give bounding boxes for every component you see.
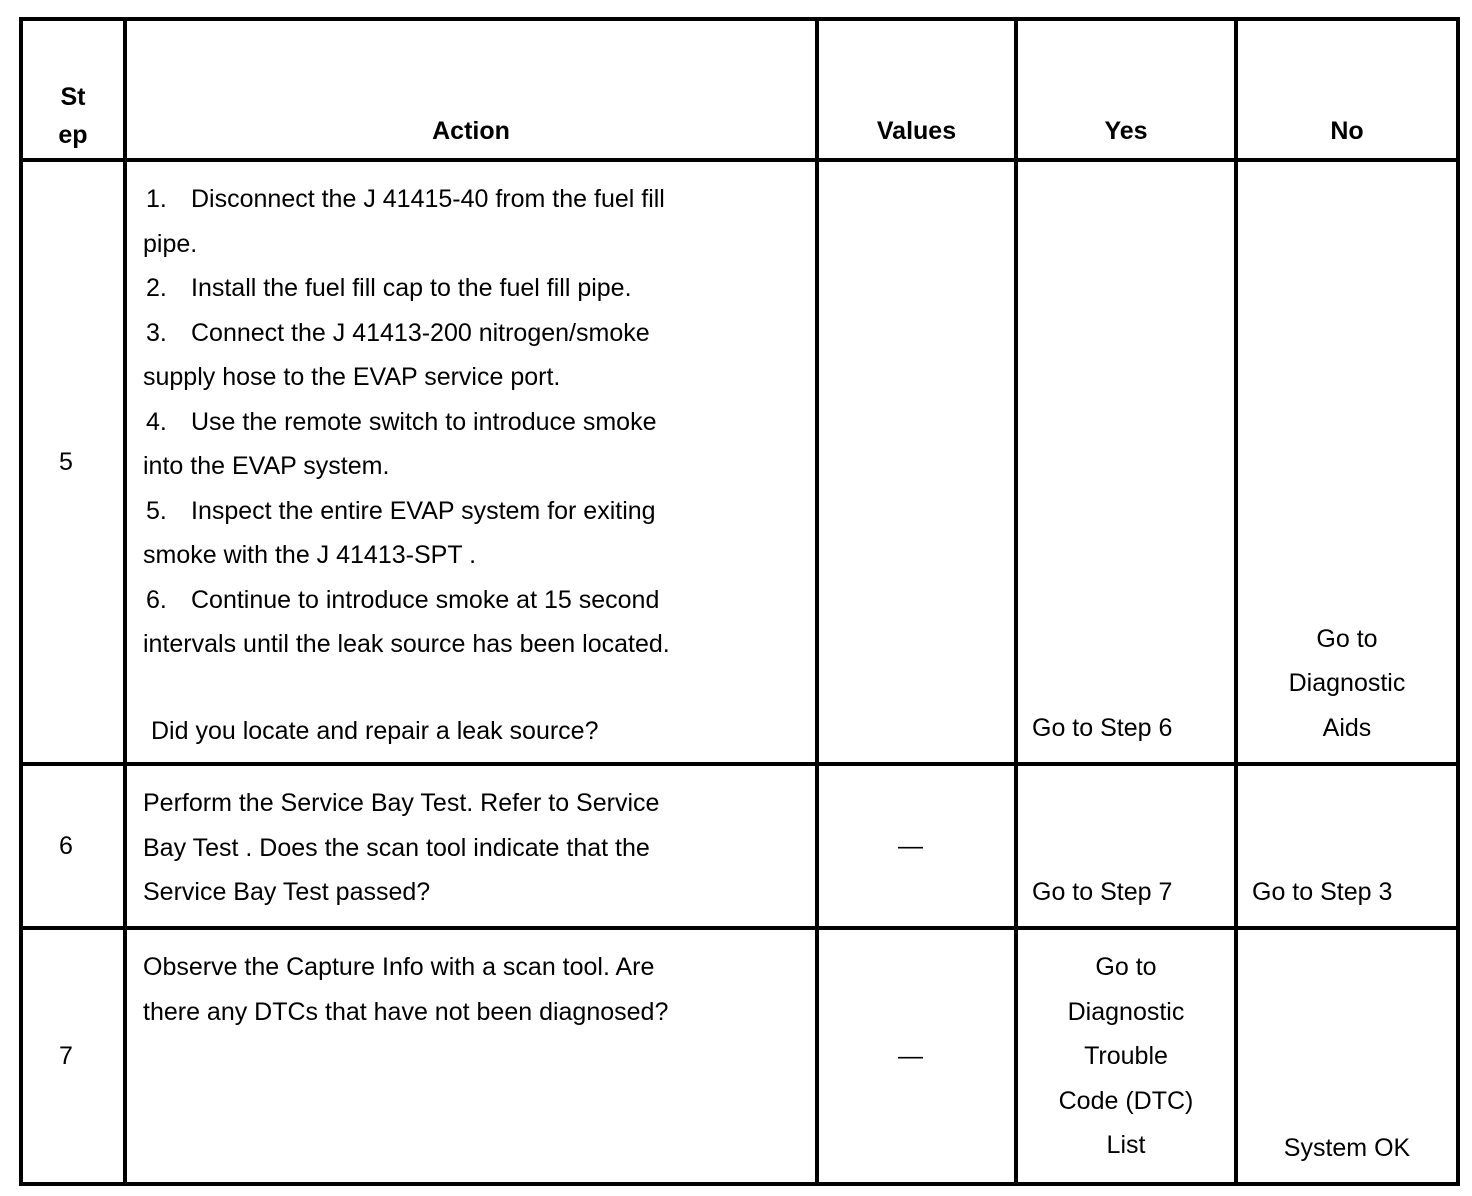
values-dash: —: [898, 831, 923, 860]
values-dash: —: [898, 1041, 923, 1070]
step-item-continuation: supply hose to the EVAP service port.: [143, 363, 561, 391]
step-item-number: 6.: [146, 585, 167, 614]
action-line: Service Bay Test passed?: [143, 878, 431, 906]
step-item-continuation: into the EVAP system.: [143, 452, 390, 480]
no-link: Go to Step 3: [1252, 877, 1393, 906]
header-action: Action: [125, 19, 817, 160]
step-item-text: Continue to introduce smoke at 15 second: [191, 585, 660, 614]
list-item: [143, 266, 815, 311]
step-item-text: Use the remote switch to introduce smoke: [191, 407, 657, 436]
step-item-number: 2.: [146, 274, 167, 302]
action-step-list: [143, 177, 815, 667]
no-cell: [1236, 764, 1458, 928]
header-no: No: [1236, 19, 1458, 160]
no-line: Diagnostic: [1288, 669, 1406, 697]
step-item-continuation: intervals until the leak source has been located.: [143, 630, 670, 658]
diagnostic-table-sheet: [19, 17, 1456, 1182]
diagnostic-table: [19, 17, 1460, 1186]
header-step-line1: St: [60, 83, 86, 111]
no-line: Aids: [1322, 713, 1372, 742]
yes-line: Diagnostic: [1067, 997, 1185, 1026]
step-item-number: 1.: [146, 185, 167, 213]
step-item-number: 4.: [146, 407, 167, 436]
action-cell: [125, 928, 817, 1184]
table-row: [21, 160, 1458, 764]
action-line: Bay Test . Does the scan tool indicate that the: [143, 833, 650, 862]
step-item-text: Install the fuel fill cap to the fuel fill pipe.: [191, 274, 632, 302]
action-line: Perform the Service Bay Test. Refer to Service: [143, 789, 660, 817]
yes-line: Code (DTC): [1058, 1086, 1194, 1115]
action-line: there any DTCs that have not been diagnosed?: [143, 997, 669, 1026]
step-number: 7: [21, 928, 125, 1184]
list-item: [143, 578, 815, 667]
yes-cell: [1016, 764, 1236, 928]
yes-cell: [1016, 928, 1236, 1184]
step-item-text: Disconnect the J 41415-40 from the fuel fill: [191, 185, 665, 213]
header-yes: Yes: [1016, 19, 1236, 160]
step-number: 5: [21, 160, 125, 764]
list-item: [143, 400, 815, 489]
values-cell: [817, 764, 1016, 928]
action-cell: [125, 160, 817, 764]
step-item-continuation: smoke with the J 41413-SPT .: [143, 541, 477, 569]
values-cell: [817, 160, 1016, 764]
yes-link: Go to Step 6: [1032, 713, 1173, 742]
step-item-text: Inspect the entire EVAP system for exiting: [191, 496, 656, 525]
step-item-continuation: pipe.: [143, 229, 198, 258]
table-header-row: [21, 19, 1458, 160]
yes-cell: [1016, 160, 1236, 764]
no-line: Go to: [1316, 624, 1378, 653]
step-question: Did you locate and repair a leak source?: [151, 716, 599, 745]
table-row: [21, 764, 1458, 928]
list-item: [143, 311, 815, 400]
step-item-text: Connect the J 41413-200 nitrogen/smoke: [191, 318, 650, 347]
yes-line: Go to: [1095, 953, 1157, 981]
list-item: [143, 177, 815, 266]
no-cell: [1236, 928, 1458, 1184]
yes-line: List: [1106, 1131, 1146, 1159]
header-step: [21, 19, 125, 160]
action-cell: [125, 764, 817, 928]
header-values: Values: [817, 19, 1016, 160]
values-cell: [817, 928, 1016, 1184]
no-cell: [1236, 160, 1458, 764]
no-link: System OK: [1283, 1133, 1411, 1162]
yes-line: Trouble: [1084, 1042, 1168, 1070]
step-number: 6: [21, 764, 125, 928]
header-step-line2: ep: [58, 121, 88, 149]
list-item: [143, 489, 815, 578]
table-row: [21, 928, 1458, 1184]
action-line: Observe the Capture Info with a scan tool. Are: [143, 953, 655, 981]
yes-link: Go to Step 7: [1032, 877, 1173, 906]
step-item-number: 5.: [146, 496, 167, 525]
step-item-number: 3.: [146, 318, 167, 347]
